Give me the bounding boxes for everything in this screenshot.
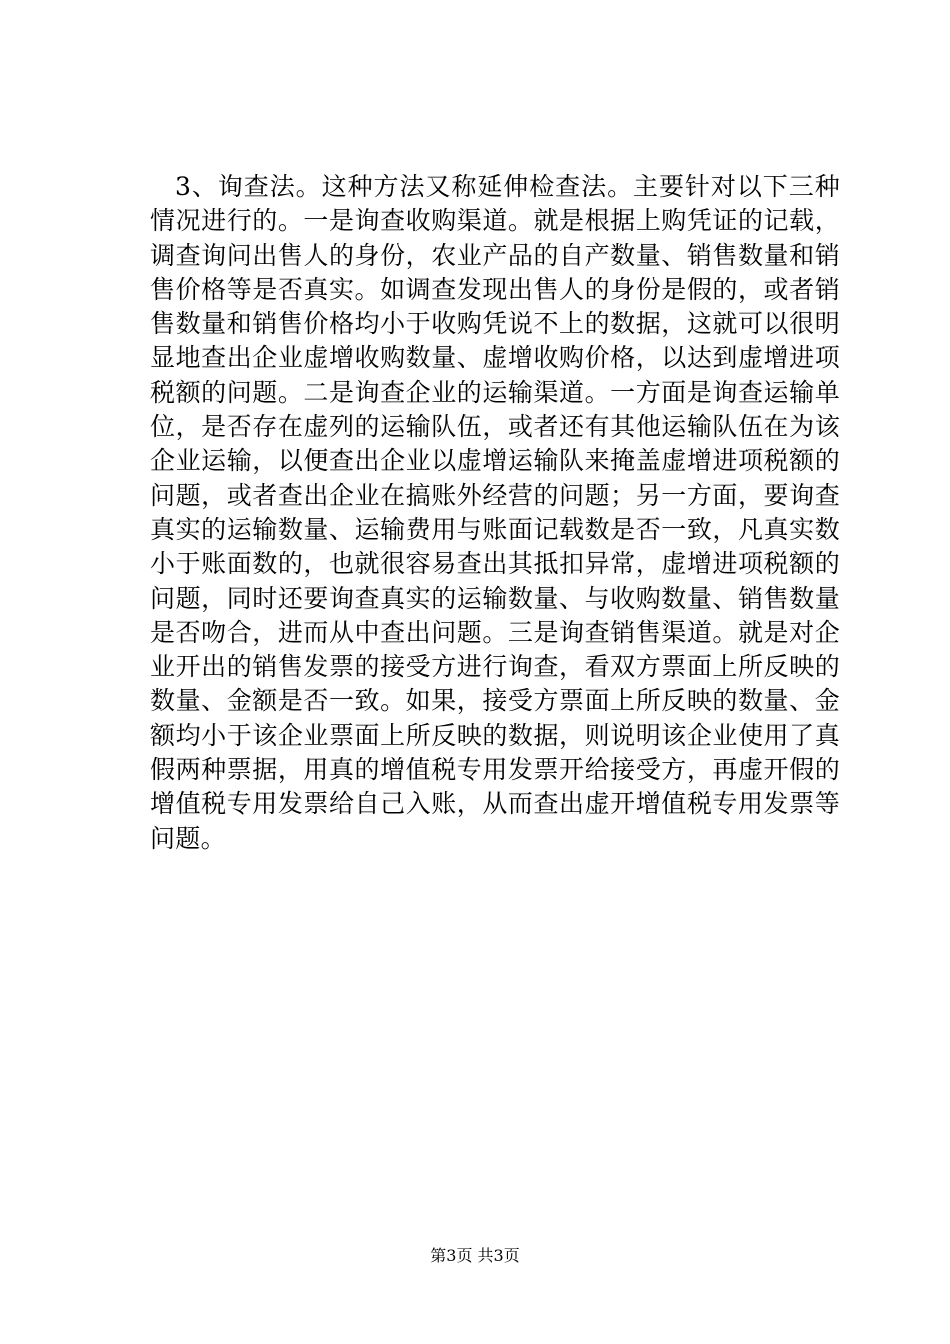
body-paragraph: 3、询查法。这种方法又称延伸检查法。主要针对以下三种情况进行的。一是询查收购渠道。就是根据上购凭证的记载，调查询问出售人的身份，农业产品的自产数量、销售数量和销售价格等是否真实。如调查发现出售人的身份是假的，或者销售数量和销售价格均小于收购凭说不上的数据，这就可以很明显地查出企业虚增收购数量、虚增收购价格，以达到虚增进项税额的问题。二是询查企业的运输渠道。一方面是询查运输单位，是否存在虚列的运输队伍，或者还有其他运输队伍在为该企业运输，以便查出企业以虚增运输队来掩盖虚增进项税额的问题，或者查出企业在搞账外经营的问题；另一方面，要询查真实的运输数量、运输费用与账面记载数是否一致，凡真实数小于账面数的，也就很容易查出其抵扣异常，虚增进项税额的问题，同时还要询查真实的运输数量、与收购数量、销售数量是否吻合，进而从中查出问题。三是询查销售渠道。就是对企业开出的销售发票的接受方进行询查，看双方票面上所反映的数量、金额是否一致。如果，接受方票面上所反映的数量、金额均小于该企业票面上所反映的数据，则说明该企业使用了真假两种票据，用真的增值税专用发票开给接受方，再虚开假的增值税专用发票给自己入账，从而查出虚开增值税专用发票等问题。 <box>150 172 840 853</box>
page-number-footer: 第3页 共3页 <box>430 1246 520 1265</box>
